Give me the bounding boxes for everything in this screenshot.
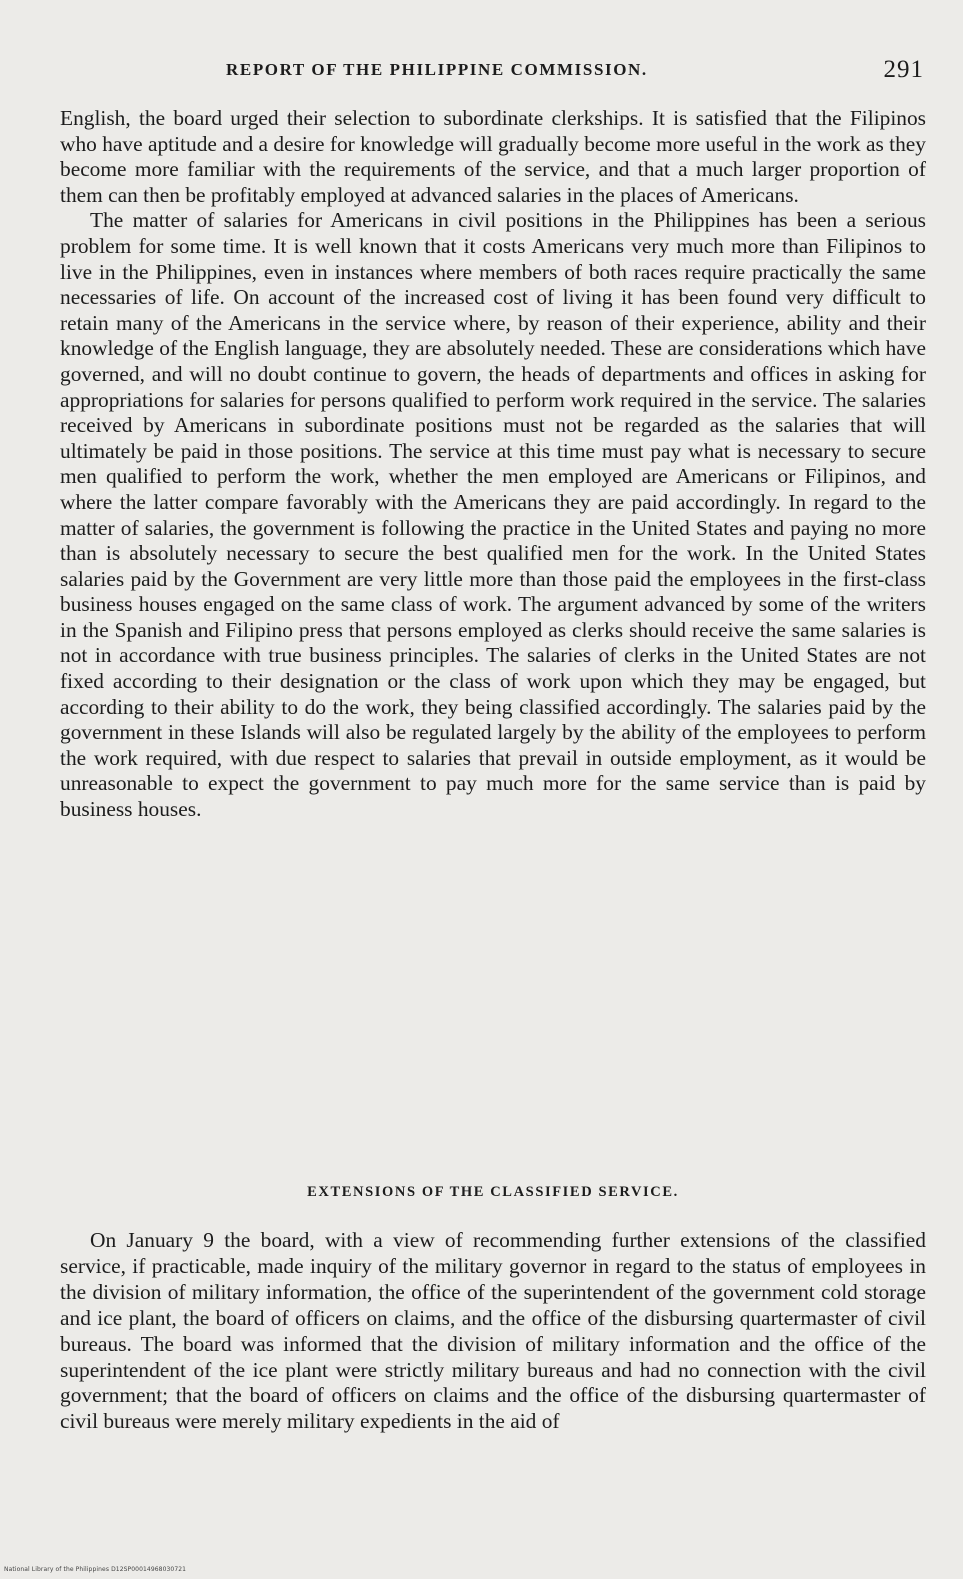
page-number: 291 [883,56,924,83]
running-head [60,58,926,86]
section-heading: EXTENSIONS OF THE CLASSIFIED SERVICE. [307,1184,679,1200]
section-paragraph: On January 9 the board, with a view of recommending further extensions of the classified service, if practicable, made inquiry of the military governor in regard to the status of employees in the division of military information, the office of the superintendent of the government cold storage and ice plant, the board of officers on claims, and the office of the disbursing quartermaster of civil bureaus. The board was informed that the division of military information and the office of the superintendent of the ice plant were strictly military bureaus and had no connection with the civil government; that the board of officers on claims and the office of the disbursing quartermaster of civil bureaus were merely military expedients in the aid of [60,1228,926,1434]
paragraph-continuation: English, the board urged their selection to subordinate clerkships. It is satisfied that the Filipinos who have aptitude and a desire for knowledge will gradually become more useful in the work as they become more familiar with the requirements of the service, and that a much larger proportion of them can then be profitably employed at advanced salaries in the places of Americans. [60,106,926,207]
body-text [60,106,926,823]
paragraph-salaries: The matter of salaries for Americans in civil positions in the Philippines has been a serious problem for some time. It is well known that it costs Americans very much more than Filipinos to live in the Philippines, even in instances where members of both races require practically the same necessaries of life. On account of the increased cost of living it has been found very difficult to retain many of the Americans in the service where, by reason of their experience, ability and their knowledge of the English language, they are absolutely needed. These are considerations which have governed, and will no doubt continue to govern, the heads of departments and offices in asking for appropriations for salaries for persons qualified to perform work required in the service. The salaries received by Americans in subordinate positions must not be regarded as the salaries that will ultimately be paid in those positions. The service at this time must pay what is necessary to secure men qualified to perform the work, whether the men employed are Americans or Filipinos, and where the latter compare favorably with the Americans they are paid accordingly. In regard to the matter of salaries, the government is following the practice in the United States and paying no more than is absolutely necessary to secure the best qualified men for the work. In the United States salaries paid by the Government are very little more than those paid the employees in the first-class business houses engaged on the same class of work. The argument advanced by some of the writers in the Spanish and Filipino press that persons employed as clerks should receive the same salaries is not in accordance with true business principles. The salaries of clerks in the United States are not fixed according to their designation or the class of work upon which they may be engaged, but according to their ability to do the work, they being classified accordingly. The salaries paid by the government in these Islands will also be regulated largely by the ability of the employees to perform the work required, with due respect to salaries that prevail in outside employment, as it would be unreasonable to expect the government to pay much more for the same service than is paid by business houses. [60,208,926,822]
footer-credit: National Library of the Philippines D12SP00014968030721 [4,1566,187,1573]
running-title: REPORT OF THE PHILIPPINE COMMISSION. [226,60,648,79]
